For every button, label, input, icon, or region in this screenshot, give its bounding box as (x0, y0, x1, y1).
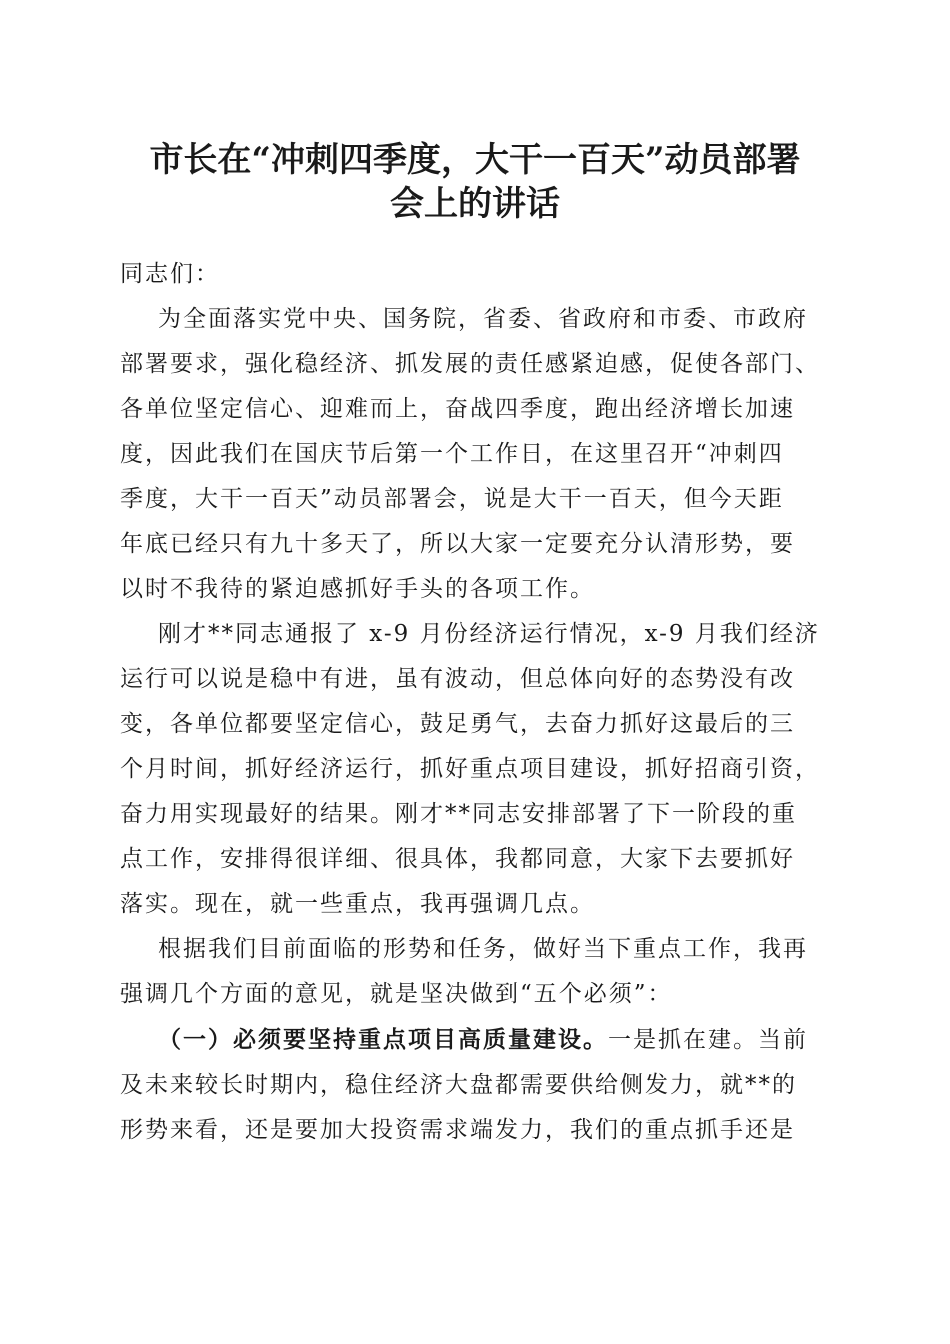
paragraph-1-line-4: 度，因此我们在国庆节后第一个工作日，在这里召开“冲刺四 (120, 441, 784, 467)
paragraph-2-line-1: 刚才**同志通报了 x-9 月份经济运行情况，x-9 月我们经济 (158, 621, 820, 647)
section-1-line-3: 形势来看，还是要加大投资需求端发力，我们的重点抓手还是 (120, 1117, 795, 1143)
paragraph-3-line-1: 根据我们目前面临的形势和任务，做好当下重点工作，我再 (158, 936, 808, 962)
title-line-2: 会上的讲话 (390, 184, 560, 224)
paragraph-2-line-2: 运行可以说是稳中有进，虽有波动，但总体向好的态势没有改 (120, 666, 795, 692)
section-1-line-1-rest: 一是抓在建。当前 (608, 1027, 808, 1053)
section-1-line-2: 及未来较长时期内，稳住经济大盘都需要供给侧发力，就**的 (120, 1072, 797, 1098)
title-line-1: 市长在“冲刺四季度，大干一百天”动员部署 (149, 140, 801, 180)
paragraph-2-line-5: 奋力用实现最好的结果。刚才**同志安排部署了下一阶段的重 (120, 801, 797, 827)
paragraph-1-line-5: 季度，大干一百天”动员部署会，说是大干一百天，但今天距 (120, 486, 784, 512)
section-1-heading: （一）必须要坚持重点项目高质量建设。 (158, 1026, 608, 1053)
paragraph-3-line-2: 强调几个方面的意见，就是坚决做到“五个必须”： (120, 981, 673, 1007)
paragraph-1-line-1: 为全面落实党中央、国务院，省委、省政府和市委、市政府 (158, 306, 808, 332)
paragraph-2-line-7: 落实。现在，就一些重点，我再强调几点。 (120, 891, 595, 917)
document-title (100, 138, 850, 226)
paragraph-1-line-7: 以时不我待的紧迫感抓好手头的各项工作。 (120, 576, 595, 602)
paragraph-2-line-4: 个月时间，抓好经济运行，抓好重点项目建设，抓好招商引资， (120, 756, 820, 782)
paragraph-2-line-3: 变，各单位都要坚定信心，鼓足勇气，去奋力抓好这最后的三 (120, 711, 795, 737)
salutation: 同志们： (120, 261, 220, 287)
paragraph-2-line-6: 点工作，安排得很详细、很具体，我都同意，大家下去要抓好 (120, 846, 795, 872)
section-1-line-1 (120, 1017, 832, 1063)
paragraph-1-line-3: 各单位坚定信心、迎难而上，奋战四季度，跑出经济增长加速 (120, 396, 795, 422)
paragraph-1-line-2: 部署要求，强化稳经济、抓发展的责任感紧迫感，促使各部门、 (120, 351, 820, 377)
document-body (120, 252, 832, 1153)
paragraph-1-line-6: 年底已经只有九十多天了，所以大家一定要充分认清形势，要 (120, 531, 795, 557)
